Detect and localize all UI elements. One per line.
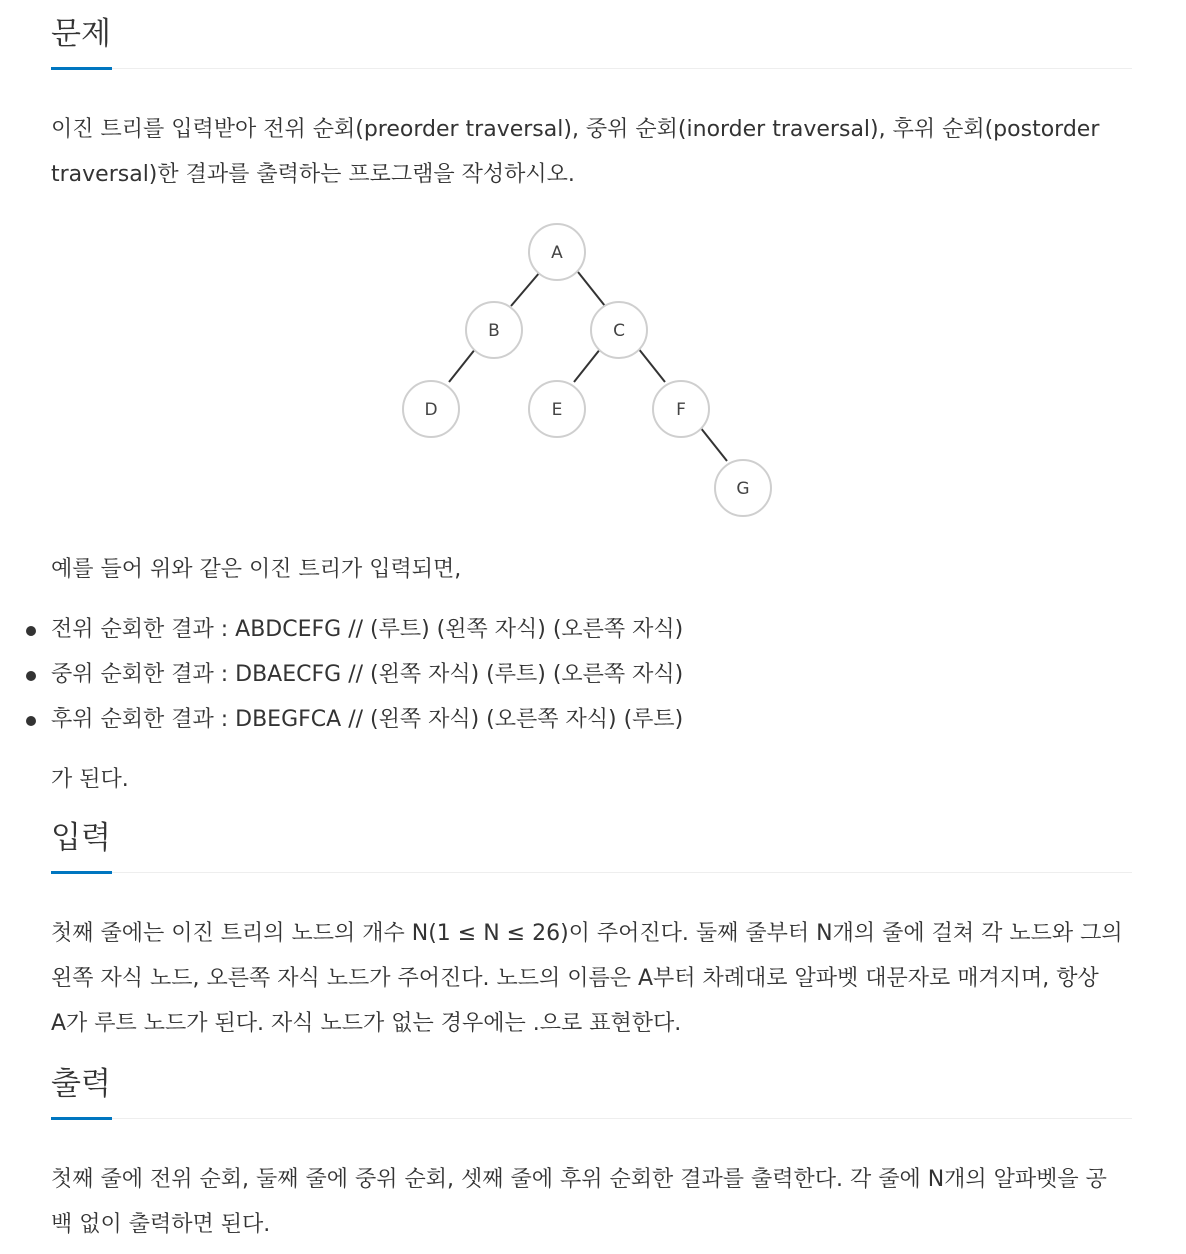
problem-section-header: [51, 0, 1132, 69]
tree-node-f: [653, 381, 709, 437]
tree-node-g: [715, 460, 771, 516]
heading-underline: [51, 1117, 112, 1120]
output-section-header: [51, 1046, 1132, 1119]
example-intro: 예를 들어 위와 같은 이진 트리가 입력되면,: [51, 557, 462, 582]
example-outro: 가 된다.: [51, 767, 129, 792]
traversal-result-list: [51, 607, 1132, 742]
output-text-line-1: 첫째 줄에 전위 순회, 둘째 줄에 중위 순회, 셋째 줄에 후위 순회한 결과를 출력한다. 각 줄에 N개의 알파벳을 공: [51, 1167, 1107, 1192]
postorder-result: 후위 순회한 결과 : DBEGFCA // (왼쪽 자식) (오른쪽 자식) (루트): [51, 707, 684, 732]
input-text-line-1: 첫째 줄에는 이진 트리의 노드의 개수 N(1 ≤ N ≤ 26)이 주어진다. 둘째 줄부터 N개의 줄에 걸쳐 각 노드와 그의: [51, 921, 1123, 946]
tree-node-a-label: A: [551, 243, 563, 263]
input-text-line-3: A가 루트 노드가 된다. 자식 노드가 없는 경우에는 .으로 표현한다.: [51, 1011, 682, 1036]
problem-heading: 문제: [51, 16, 111, 52]
tree-node-e-label: E: [551, 400, 563, 420]
tree-node-c: [591, 302, 647, 358]
bullet-dot: [26, 671, 36, 681]
list-item: [51, 697, 1132, 742]
edge-c-e: [574, 348, 601, 382]
input-heading: 입력: [51, 820, 111, 856]
problem-text-line-1: 이진 트리를 입력받아 전위 순회(preorder traversal), 중위 순회(inorder traversal), 후위 순회(postorder: [51, 117, 1100, 142]
tree-node-e: [529, 381, 585, 437]
input-section-header: [51, 802, 1132, 873]
binary-tree-figure: [51, 197, 1132, 547]
edge-b-d: [449, 348, 476, 382]
list-item: [51, 607, 1132, 652]
tree-node-a: [529, 224, 585, 280]
heading-underline: [51, 871, 112, 874]
bullet-dot: [26, 716, 36, 726]
bullet-dot: [26, 626, 36, 636]
output-text-line-2: 백 없이 출력하면 된다.: [51, 1212, 271, 1237]
preorder-result: 전위 순회한 결과 : ABDCEFG // (루트) (왼쪽 자식) (오른쪽 자식): [51, 617, 684, 642]
input-text-line-2: 왼쪽 자식 노드, 오른쪽 자식 노드가 주어진다. 노드의 이름은 A부터 차례대로 알파벳 대문자로 매겨지며, 항상: [51, 966, 1099, 991]
tree-node-g-label: G: [736, 479, 750, 499]
problem-content: [51, 0, 1132, 1247]
list-item: [51, 652, 1132, 697]
tree-node-f-label: F: [676, 400, 686, 420]
heading-underline: [51, 67, 112, 70]
edge-f-g: [700, 427, 727, 461]
edge-a-b: [511, 272, 540, 306]
edge-c-f: [638, 348, 665, 382]
tree-node-c-label: C: [613, 321, 625, 341]
tree-node-b: [466, 302, 522, 358]
inorder-result: 중위 순회한 결과 : DBAECFG // (왼쪽 자식) (루트) (오른쪽 자식): [51, 662, 684, 687]
tree-node-b-label: B: [488, 321, 500, 341]
problem-text-line-2: traversal)한 결과를 출력하는 프로그램을 작성하시오.: [51, 162, 575, 187]
output-heading: 출력: [51, 1066, 111, 1102]
tree-node-d: [403, 381, 459, 437]
edge-a-c: [578, 272, 605, 306]
tree-node-d-label: D: [424, 400, 438, 420]
